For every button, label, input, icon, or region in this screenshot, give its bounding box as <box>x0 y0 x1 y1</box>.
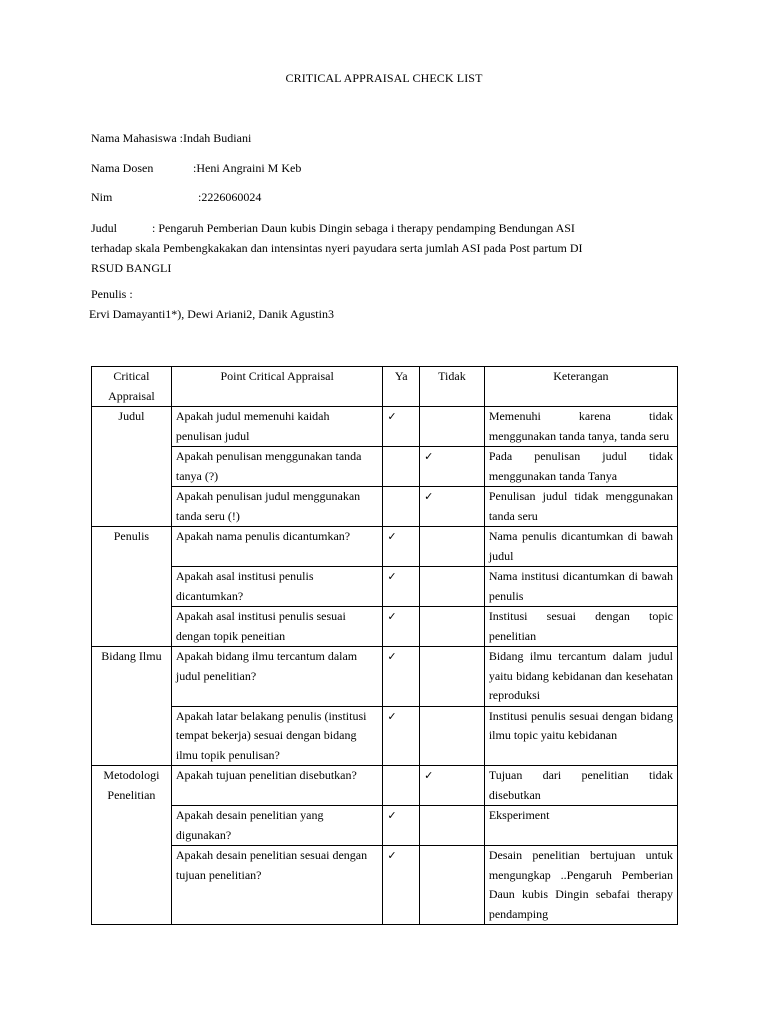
appraisal-table <box>91 366 678 925</box>
header-keterangan: Keterangan <box>484 367 677 407</box>
tidak-check <box>420 647 485 707</box>
ya-check: ✓ <box>383 806 420 846</box>
ya-check <box>383 487 420 527</box>
point-cell: Apakah tujuan penelitian disebutkan? <box>171 766 383 806</box>
table-row <box>92 567 678 607</box>
table-row <box>92 806 678 846</box>
point-cell: Apakah judul memenuhi kaidah penulisan judul <box>171 407 383 447</box>
dosen-label: Nama Dosen <box>91 161 154 175</box>
point-cell: Apakah asal institusi penulis dicantumkan? <box>171 567 383 607</box>
table-row <box>92 766 678 806</box>
header-point: Point Critical Appraisal <box>171 367 383 407</box>
keterangan-cell: Nama penulis dicantumkan di bawah judul <box>484 527 677 567</box>
ya-check: ✓ <box>383 647 420 707</box>
point-cell: Apakah desain penelitian sesuai dengan tujuan penelitian? <box>171 846 383 925</box>
tidak-check <box>420 567 485 607</box>
ya-check: ✓ <box>383 846 420 925</box>
tidak-check <box>420 806 485 846</box>
penulis-value: Ervi Damayanti1*), Dewi Ariani2, Danik Agustin3 <box>89 307 334 321</box>
header-tidak: Tidak <box>420 367 485 407</box>
table-row <box>92 407 678 447</box>
point-cell: Apakah penulisan judul menggunakan tanda seru (!) <box>171 487 383 527</box>
ya-check <box>383 447 420 487</box>
keterangan-cell: Bidang ilmu tercantum dalam judul yaitu bidang kebidanan dan kesehatan reproduksi <box>484 647 677 707</box>
tidak-check: ✓ <box>420 766 485 806</box>
penulis-label: Penulis : <box>91 287 133 301</box>
dosen-line <box>91 161 301 176</box>
group-judul: Judul <box>92 407 172 527</box>
table-header-row <box>92 367 678 407</box>
table-row <box>92 487 678 527</box>
tidak-check: ✓ <box>420 447 485 487</box>
keterangan-cell: Eksperiment <box>484 806 677 846</box>
ya-check: ✓ <box>383 407 420 447</box>
table-row <box>92 706 678 766</box>
point-cell: Apakah latar belakang penulis (institusi tempat bekerja) sesuai dengan bidang ilmu topik penulisan? <box>171 706 383 766</box>
tidak-check <box>420 706 485 766</box>
tidak-check <box>420 527 485 567</box>
keterangan-cell: Nama institusi dicantumkan di bawah penulis <box>484 567 677 607</box>
tidak-check <box>420 846 485 925</box>
page-title: CRITICAL APPRAISAL CHECK LIST <box>285 71 483 85</box>
keterangan-cell: Institusi penulis sesuai dengan bidang ilmu topic yaitu kebidanan <box>484 706 677 766</box>
ya-check <box>383 766 420 806</box>
nim-value: :2226060024 <box>198 190 262 204</box>
mahasiswa-line <box>91 131 251 146</box>
point-cell: Apakah asal institusi penulis sesuai dengan topik peneitian <box>171 607 383 647</box>
group-metodologi: Metodologi Penelitian <box>92 766 172 925</box>
mahasiswa-label: Nama Mahasiswa <box>91 131 177 145</box>
point-cell: Apakah desain penelitian yang digunakan? <box>171 806 383 846</box>
judul-line-1: : Pengaruh Pemberian Daun kubis Dingin sebaga i therapy pendamping Bendungan ASI <box>152 221 575 235</box>
tidak-check <box>420 407 485 447</box>
group-bidang-ilmu: Bidang Ilmu <box>92 647 172 766</box>
point-cell: Apakah penulisan menggunakan tanda tanya (?) <box>171 447 383 487</box>
keterangan-cell: Institusi sesuai dengan topic penelitian <box>484 607 677 647</box>
nim-line <box>91 190 261 205</box>
point-cell: Apakah nama penulis dicantumkan? <box>171 527 383 567</box>
keterangan-cell: Penulisan judul tidak menggunakan tanda seru <box>484 487 677 527</box>
dosen-value: :Heni Angraini M Keb <box>193 161 302 175</box>
group-penulis: Penulis <box>92 527 172 647</box>
table-row <box>92 647 678 707</box>
judul-line-2: terhadap skala Pembengkakakan dan intensintas nyeri payudara serta jumlah ASI pada Post partum DI <box>91 241 583 255</box>
header-critical: Critical Appraisal <box>92 367 172 407</box>
tidak-check <box>420 607 485 647</box>
ya-check: ✓ <box>383 527 420 567</box>
ya-check: ✓ <box>383 567 420 607</box>
keterangan-cell: Pada penulisan judul tidak menggunakan tanda Tanya <box>484 447 677 487</box>
table-row <box>92 846 678 925</box>
ya-check: ✓ <box>383 607 420 647</box>
judul-block <box>91 218 681 278</box>
point-cell: Apakah bidang ilmu tercantum dalam judul penelitian? <box>171 647 383 707</box>
judul-label: Judul <box>91 221 118 235</box>
table-row <box>92 607 678 647</box>
nim-label: Nim <box>91 190 113 204</box>
keterangan-cell: Tujuan dari penelitian tidak disebutkan <box>484 766 677 806</box>
tidak-check: ✓ <box>420 487 485 527</box>
keterangan-cell: Desain penelitian bertujuan untuk mengungkap ..Pengaruh Pemberian Daun kubis Dingin sebafai therapy pendamping <box>484 846 677 925</box>
judul-line-3: RSUD BANGLI <box>91 261 172 275</box>
header-ya: Ya <box>383 367 420 407</box>
table-row <box>92 447 678 487</box>
table-row <box>92 527 678 567</box>
ya-check: ✓ <box>383 706 420 766</box>
keterangan-cell: Memenuhi karena tidak menggunakan tanda tanya, tanda seru <box>484 407 677 447</box>
mahasiswa-value: :Indah Budiani <box>179 131 252 145</box>
